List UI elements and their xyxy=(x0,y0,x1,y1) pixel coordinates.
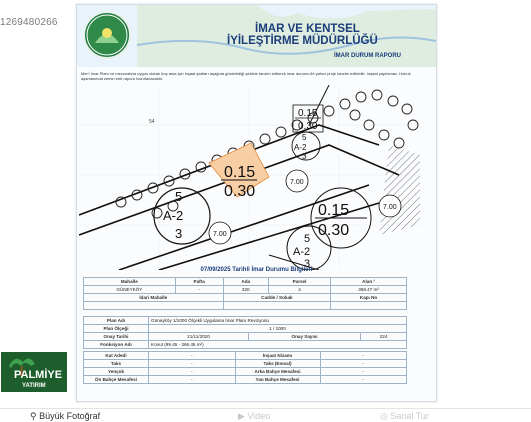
value-cadde xyxy=(223,302,331,310)
address-value-row xyxy=(84,302,407,310)
approval-row xyxy=(84,333,407,341)
rule-label-yan-bahce: Yan Bahçe Mesafesi xyxy=(235,376,320,384)
tab-virtual-tour[interactable] xyxy=(380,411,429,422)
road-width-1: 7.00 xyxy=(213,231,227,238)
header-pafta: Pafta xyxy=(175,278,223,286)
header-title xyxy=(227,23,378,47)
document-header xyxy=(77,5,436,67)
rule-value-arka: - xyxy=(320,368,407,376)
road-width-2: 7.00 xyxy=(290,179,304,186)
plan-scale-row xyxy=(84,325,407,333)
function-value: Konut (99.45 - 366.45 m²) xyxy=(149,341,407,349)
search-icon: ⚲ xyxy=(30,411,37,421)
zoning-document xyxy=(76,4,437,402)
zone3-bottom: 0.30 xyxy=(318,222,350,239)
listing-id: 1269480266 xyxy=(0,17,58,28)
parcel-value-row xyxy=(84,286,407,294)
plan-scale-value: 1 / 1000 xyxy=(149,325,407,333)
header-cadde: Cadde / Sokak xyxy=(223,294,331,302)
floor-b-num: 5 xyxy=(302,133,307,142)
zoning-map xyxy=(79,85,420,270)
plan-info-table xyxy=(83,316,407,349)
floor-c-sub: 3 xyxy=(304,258,311,270)
zone3-top: 0.15 xyxy=(318,202,350,219)
rule-value-yan-bahce: - xyxy=(320,376,407,384)
plan-note: Mer'i İmar Planı ve mevzuatına uygun olarak boş arsa için inşaat şartları aşağıda gösterildiği şekilde tanzim edilerek imar durumu ile yalnız proje tanzim edilebilir. İnşaat yapılamaz. Hukuk aşamasında zemin etüt raporu hazırlanacaktır. xyxy=(81,71,411,81)
value-mahalle: GÜNEYKÖY xyxy=(84,286,176,294)
value-idari-mahalle xyxy=(84,302,224,310)
rule-value-kat: - xyxy=(149,352,236,360)
rules-row-1 xyxy=(84,352,407,360)
report-title: İMAR DURUM RAPORU xyxy=(334,53,401,59)
building-rules-table xyxy=(83,351,407,384)
value-alan: 368.47 m² xyxy=(331,286,407,294)
rule-label-arka: Arka Bahçe Mesafesi xyxy=(235,368,320,376)
tab-video-label: Video xyxy=(247,411,271,421)
floor-c-code: A-2 xyxy=(293,246,311,258)
parcel-header-row xyxy=(84,278,407,286)
header-title-line2: İYİLEŞTİRME MÜDÜRLÜĞÜ xyxy=(227,35,378,47)
media-tabs xyxy=(0,408,531,419)
municipality-logo xyxy=(83,11,131,59)
approval-number-value: 224 xyxy=(361,333,407,341)
header-alan: Alan ² xyxy=(331,278,407,286)
plan-name-row xyxy=(84,317,407,325)
info-title: 07/09/2025 Tarihli İmar Durumu Bilgileri xyxy=(200,267,313,273)
rule-label-emsal: Taks (Emsal) xyxy=(235,360,320,368)
rule-label-nizam: İnşaat Nizamı xyxy=(235,352,320,360)
value-pafta: - xyxy=(175,286,223,294)
header-parsel: Parsel xyxy=(268,278,330,286)
rule-label-on-bahce: Ön Bahçe Mesafesi xyxy=(84,376,149,384)
tour-icon: ◎ xyxy=(380,411,388,421)
header-title-line1: İMAR VE KENTSEL xyxy=(255,23,360,35)
approval-number-label: Onay Sayısı xyxy=(248,333,360,341)
zone2-top: 0.15 xyxy=(298,108,318,119)
header-ada: Ada xyxy=(223,278,268,286)
zone1-bottom: 0.30 xyxy=(224,183,256,200)
header-mahalle: Mahalle xyxy=(84,278,176,286)
rule-value-yencok: - xyxy=(149,368,236,376)
value-ada: 320 xyxy=(223,286,268,294)
rule-value-nizam: - xyxy=(320,352,407,360)
plan-name-label: Plan Adı xyxy=(84,317,149,325)
floor-b-sub: 3 xyxy=(302,152,307,161)
rule-label-yencok: Yençok xyxy=(84,368,149,376)
floor-c-num: 5 xyxy=(304,233,311,245)
road-width-3: 7.00 xyxy=(383,204,397,211)
function-label: Fonksiyon Adı xyxy=(84,341,149,349)
brand-name: PALMİYE xyxy=(14,369,63,381)
floor-a-num: 5 xyxy=(175,189,183,204)
function-row xyxy=(84,341,407,349)
approval-date-label: Onay Tarihi xyxy=(84,333,149,341)
rules-row-3 xyxy=(84,368,407,376)
rules-row-4 xyxy=(84,376,407,384)
rule-label-kat: Kat Adedi xyxy=(84,352,149,360)
rule-value-taks: - xyxy=(149,360,236,368)
value-parsel: 4 xyxy=(268,286,330,294)
rule-value-emsal: - xyxy=(320,360,407,368)
plan-scale-label: Plan Ölçeği xyxy=(84,325,149,333)
rules-row-2 xyxy=(84,360,407,368)
approval-date-value: 21/11/2020 xyxy=(149,333,249,341)
value-kapi xyxy=(331,302,407,310)
zone1-top: 0.15 xyxy=(224,164,256,181)
floor-b-code: A-2 xyxy=(294,143,307,152)
plan-name-value: Güneyköy 1/1000 Ölçekli Uygulama İmar Planı Revizyonu xyxy=(149,317,407,325)
parcel-number: 54 xyxy=(149,119,155,125)
parcel-info-table xyxy=(83,277,407,310)
floor-a-code: A-2 xyxy=(163,208,184,223)
brand-subtitle: YATIRIM xyxy=(22,383,46,389)
tab-video[interactable] xyxy=(238,411,270,422)
tab-big-photo-label: Büyük Fotoğraf xyxy=(39,411,101,421)
floor-a-sub: 3 xyxy=(175,226,183,241)
rule-label-taks: Taks xyxy=(84,360,149,368)
tab-big-photo[interactable] xyxy=(30,411,100,422)
header-kapi: Kapı No xyxy=(331,294,407,302)
header-idari-mahalle: İdari Mahalle xyxy=(84,294,224,302)
zone2-bottom: 0.30 xyxy=(298,121,318,132)
tab-virtual-tour-label: Sanal Tur xyxy=(390,411,429,421)
address-header-row xyxy=(84,294,407,302)
video-icon: ▶ xyxy=(238,411,245,421)
rule-value-on-bahce: - xyxy=(149,376,236,384)
